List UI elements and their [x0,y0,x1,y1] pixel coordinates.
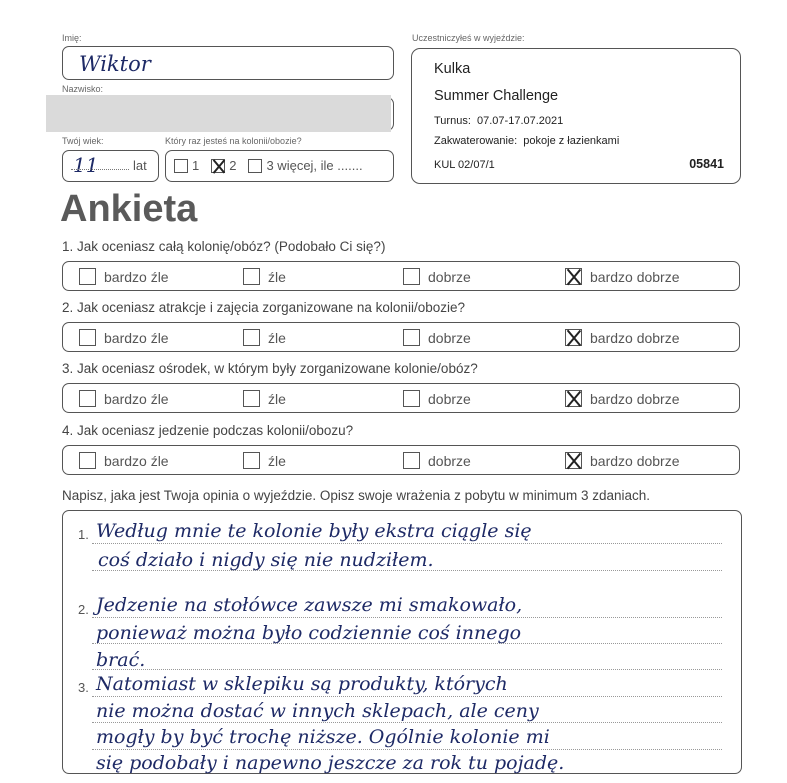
turnus-line [434,115,563,127]
answer-3-number: 3. [78,680,89,695]
participant-number: 05841 [689,157,724,171]
rating-label: źle [268,452,286,469]
company-name: Kulka [434,61,471,77]
writing-line [92,696,722,697]
rating-checkbox[interactable] [243,329,260,346]
turnus-label: Turnus: [434,115,471,127]
question-1-option[interactable] [403,268,471,285]
answer-3-line-1: Natomiast w sklepiku są produkty, których [96,673,508,695]
question-1-options [62,261,740,291]
rating-label: bardzo źle [104,329,169,346]
program-name: Summer Challenge [434,88,559,104]
answer-2-line-1: Jedzenie na stołówce zawsze mi smakowało, [96,594,523,616]
rating-checkbox[interactable] [565,268,582,285]
question-3-option[interactable] [243,390,286,407]
rating-checkbox[interactable] [243,390,260,407]
question-2-options [62,322,740,352]
writing-line [92,543,722,544]
question-4-option[interactable] [79,452,169,469]
rating-checkbox[interactable] [79,329,96,346]
opinion-prompt: Napisz, jaka jest Twoja opinia o wyjeździe. Opisz swoje wrażenia z pobytu w minimum 3 zdaniach. [62,488,651,503]
question-4-text: 4. Jak oceniasz jedzenie podczas kolonii/obozu? [62,423,354,438]
question-1-option[interactable] [79,268,169,285]
rating-label: bardzo źle [104,268,169,285]
answer-1-line-2: coś działo i nigdy się nie nudziłem. [98,549,434,571]
rating-checkbox[interactable] [243,452,260,469]
question-1-option[interactable] [243,268,286,285]
age-unit: lat [133,158,147,173]
rating-label: bardzo dobrze [590,452,680,469]
rating-checkbox[interactable] [403,268,420,285]
accommodation-label: Zakwaterowanie: [434,135,518,147]
visits-field [165,150,394,182]
question-2-option[interactable] [243,329,286,346]
rating-label: bardzo źle [104,452,169,469]
accommodation-line [434,135,619,147]
visits-label: Który raz jesteś na kolonii/obozie? [165,136,302,146]
rating-label: źle [268,390,286,407]
rating-label: bardzo źle [104,390,169,407]
answer-3-line-4: się podobały i napewno jeszcze za rok tu pojadę. [96,752,565,774]
rating-label: źle [268,268,286,285]
visit-option-2-label: 2 [229,158,237,173]
rating-checkbox[interactable] [79,390,96,407]
rating-checkbox[interactable] [79,452,96,469]
answer-3-line-2: nie można dostać w innych sklepach, ale ceny [96,700,539,722]
participant-box [411,48,741,184]
writing-line [92,722,722,723]
rating-label: dobrze [428,329,471,346]
first-name-label: Imię: [62,33,82,43]
question-4-option[interactable] [403,452,471,469]
first-name-field[interactable] [62,46,394,80]
rating-checkbox[interactable] [565,390,582,407]
redaction-block [46,95,391,132]
writing-line [92,617,722,618]
rating-label: dobrze [428,452,471,469]
rating-label: dobrze [428,268,471,285]
participant-code: KUL 02/07/1 [434,159,495,171]
question-3-options [62,383,740,413]
visit-option-1-label: 1 [192,158,200,173]
visit-option-2-checkbox[interactable] [211,159,225,173]
rating-label: źle [268,329,286,346]
accommodation-value: pokoje z łazienkami [523,135,620,147]
question-2-text: 2. Jak oceniasz atrakcje i zajęcia zorganizowane na kolonii/obozie? [62,300,465,315]
question-3-option[interactable] [403,390,471,407]
page-title: Ankieta [60,188,198,230]
answer-1-number: 1. [78,527,89,542]
question-2-option[interactable] [403,329,471,346]
turnus-value: 07.07-17.07.2021 [477,115,564,127]
question-2-option[interactable] [79,329,169,346]
writing-line [92,669,722,670]
question-3-option[interactable] [565,390,680,407]
age-value: 11 [73,153,99,177]
rating-label: bardzo dobrze [590,329,680,346]
question-4-options [62,445,740,475]
answer-3-line-3: mogły by być trochę niższe. Ogólnie kolonie mi [96,726,550,748]
question-1-option[interactable] [565,268,680,285]
age-label: Twój wiek: [62,136,104,146]
rating-label: bardzo dobrze [590,268,680,285]
rating-checkbox[interactable] [403,329,420,346]
question-4-option[interactable] [243,452,286,469]
rating-label: dobrze [428,390,471,407]
visit-option-3-checkbox[interactable] [248,159,262,173]
rating-checkbox[interactable] [565,329,582,346]
last-name-label: Nazwisko: [62,84,104,94]
participant-label: Uczestniczyłeś w wyjeździe: [412,33,525,43]
question-1-text: 1. Jak oceniasz całą kolonię/obóz? (Podobało Ci się?) [62,239,386,254]
rating-checkbox[interactable] [403,452,420,469]
question-3-option[interactable] [79,390,169,407]
age-dotted-line [71,169,129,170]
visit-option-3-label: 3 więcej, ile ....... [266,158,363,173]
visit-option-1-checkbox[interactable] [174,159,188,173]
question-4-option[interactable] [565,452,680,469]
rating-label: bardzo dobrze [590,390,680,407]
rating-checkbox[interactable] [565,452,582,469]
question-2-option[interactable] [565,329,680,346]
first-name-value: Wiktor [79,52,151,76]
rating-checkbox[interactable] [79,268,96,285]
question-3-text: 3. Jak oceniasz ośrodek, w którym były zorganizowane kolonie/obóz? [62,361,478,376]
answer-1-line-1: Według mnie te kolonie były ekstra ciągle się [96,520,532,542]
writing-line [92,749,722,750]
answer-2-line-3: brać. [96,649,146,671]
answer-2-line-2: ponieważ można było codziennie coś innego [96,622,522,644]
answer-2-number: 2. [78,602,89,617]
age-field[interactable] [62,150,159,182]
rating-checkbox[interactable] [243,268,260,285]
rating-checkbox[interactable] [403,390,420,407]
